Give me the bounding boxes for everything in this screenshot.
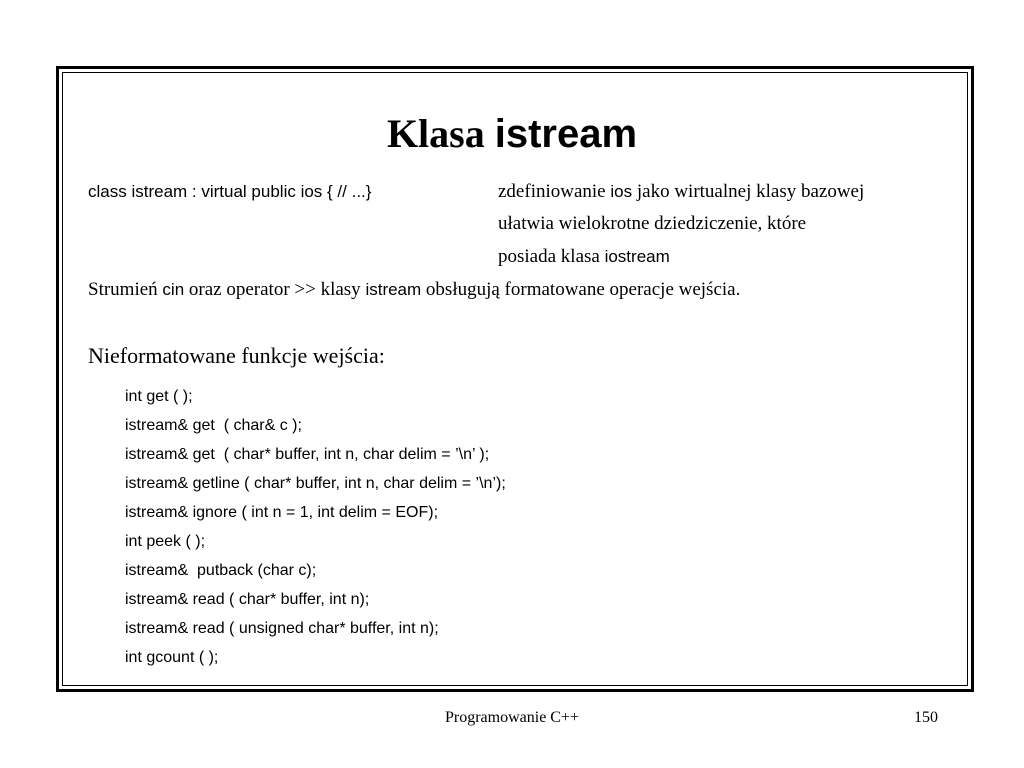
function-list [125,382,506,672]
function-item: int gcount ( ); [125,649,219,666]
function-item: istream& getline ( char* buffer, int n, char delim = ’\n’); [125,475,506,492]
comment-line-3-a: posiada klasa [498,246,605,267]
stream-sentence-cin: cin [162,280,185,299]
function-item: int peek ( ); [125,533,206,550]
comment-line-2: ułatwia wielokrotne dziedziczenie, które [498,213,807,234]
function-item: int get ( ); [125,388,193,405]
comment-line-1-a: zdefiniowanie [498,181,611,202]
page-number: 150 [914,709,938,726]
comment-line-1-c: jako wirtualnej klasy bazowej [632,181,865,202]
comment-line-3-iostream: iostream [604,247,670,266]
comment-line-1-ios: ios [610,182,633,201]
comment-line-1 [498,180,864,204]
section-heading: Nieformatowane funkcje wejścia: [88,343,385,368]
title-word-istream: istream [494,112,638,156]
function-item: istream& get ( char* buffer, int n, char delim = ’\n’ ); [125,446,490,463]
title-word-klasa: Klasa [386,111,495,156]
function-item: istream& read ( char* buffer, int n); [125,591,370,608]
footer-course-title: Programowanie C++ [444,709,580,726]
stream-sentence-a: Strumień [88,279,163,300]
slide-title [0,112,1024,156]
function-item: istream& get ( char& c ); [125,417,302,434]
comment-line-3 [498,245,670,269]
function-item: istream& read ( unsigned char* buffer, int n); [125,620,439,637]
stream-sentence-istream: istream [365,280,422,299]
stream-sentence [88,278,740,302]
class-declaration: class istream : virtual public ios { // ...} [88,182,372,201]
function-item: istream& putback (char c); [125,562,317,579]
function-item: istream& ignore ( int n = 1, int delim = EOF); [125,504,439,521]
stream-sentence-c: oraz operator >> klasy [184,279,366,300]
stream-sentence-e: obsługują formatowane operacje wejścia. [421,279,741,300]
